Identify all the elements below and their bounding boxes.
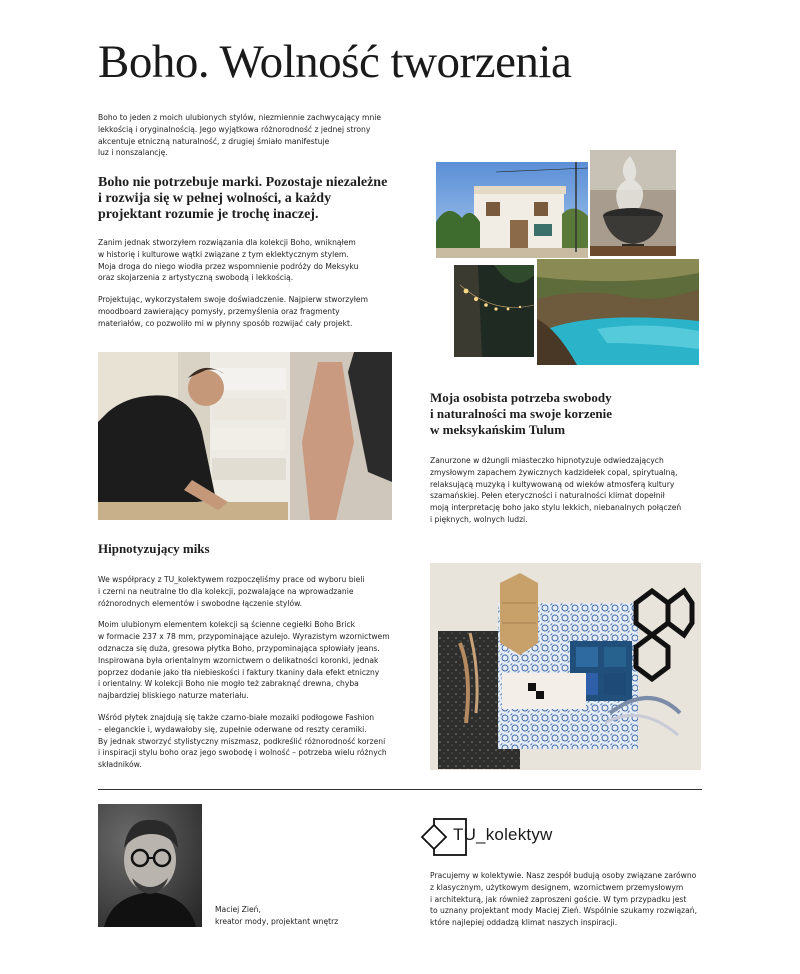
- text-line: składników.: [98, 760, 142, 770]
- house-photo: [436, 162, 588, 258]
- text-line: Pracujemy w kolektywie. Nasz zespół budują osoby związane zarówno: [430, 871, 697, 880]
- text-line: i architekturą, jak również zaproszeni goście. W tym przypadku jest: [430, 894, 687, 904]
- cenote-photo: [537, 259, 699, 365]
- heading-line: w meksykańskim Tulum: [430, 422, 566, 437]
- text-line: Moim ulubionym elementem kolekcji są ścienne cegiełki Boho Brick: [98, 620, 356, 630]
- text-line: By jednak stworzyć stylistyczny miszmasz, podkreślić różnorodność korzeni: [98, 736, 386, 746]
- text-line: to uznany projektant mody Maciej Zień. Wspólnie szukamy rozwiązań,: [430, 906, 697, 916]
- text-line: Projektując, wykorzystałem swoje doświadczenie. Najpierw stworzyłem: [98, 295, 368, 305]
- section-miks-text: [98, 574, 398, 781]
- page-title: Boho. Wolność tworzenia: [98, 36, 572, 88]
- section-marki-text: [98, 237, 398, 340]
- heading-line: i rozwija się w pełnej wolności, a każdy: [98, 191, 332, 206]
- author-role: kreator mody, projektant wnętrz: [215, 916, 339, 926]
- intro-line: akcentuje etniczną naturalność, z drugiej śmiało manifestuje: [98, 136, 330, 146]
- text-line: w formacie 237 x 78 mm, przypominające azulejo. Wyrazistym wzornictwem: [98, 632, 390, 642]
- designer-workshop-photo: [98, 352, 392, 520]
- text-line: moją interpretację boho jako stylu lekkich, niebanalnych połączeń: [430, 503, 682, 513]
- intro-line: luz i nonszalancję.: [98, 148, 168, 158]
- intro-line: lekkością i oryginalnością. Jego wyjątkowa różnorodność z jednej strony: [98, 124, 371, 134]
- paragraph: [98, 294, 398, 329]
- tiles-moodboard-photo: [430, 563, 701, 770]
- text-line: Inspirowana była orientalnym wzornictwem o delikatności koronki, jednak: [98, 655, 379, 665]
- text-line: różnorodnych elementów i swobodne łączenie stylów.: [98, 598, 303, 608]
- text-line: poprzez dodanie jako tła niebieskości i faktury tkaniny dała efekt etniczny: [98, 667, 380, 677]
- text-line: odznacza się duża, gresowa płytka Boho, przypominająca spłowiały jeans.: [98, 643, 380, 653]
- intro-line: Boho to jeden z moich ulubionych stylów, niezmiennie zachwycający mnie: [98, 113, 382, 122]
- text-line: oraz skojarzenia z artystyczną swobodą i lekkością.: [98, 273, 294, 283]
- paragraph: [98, 237, 398, 284]
- paragraph: [98, 574, 398, 609]
- tu-kolektyw-logo: [420, 816, 553, 858]
- text-line: moodboard zawierający pomysły, przemyślenia oraz fragmenty: [98, 306, 340, 316]
- text-line: i pięknych, wolnych ludzi.: [430, 514, 528, 524]
- section-heading-marki: [98, 175, 398, 223]
- text-line: najbardziej bliskiego naturze materiału.: [98, 691, 249, 701]
- heading-line: Boho nie potrzebuje marki. Pozostaje niezależne: [98, 175, 388, 190]
- author-name: Maciej Zień,: [215, 905, 261, 914]
- section-divider: [98, 789, 702, 790]
- text-line: materiałów, co pozwoliło mi w płynny sposób rozwijać cały projekt.: [98, 318, 353, 328]
- text-line: szamańskiej. Pełen eteryczności i naturalności klimat dopełnił: [430, 491, 665, 501]
- section-heading-tulum: [430, 390, 700, 438]
- text-line: i inspiracji stylu boho oraz jego swobodę i wolność – potrzeba wielu różnych: [98, 748, 387, 758]
- heading-line: i naturalności ma swoje korzenie: [430, 406, 612, 421]
- text-line: – eleganckie i, wydawałoby się, zupełnie oderwane od reszty ceramiki.: [98, 724, 367, 734]
- text-line: Wśród płytek znajdują się także czarno-białe mozaiki podłogowe Fashion: [98, 712, 375, 722]
- author-portrait-photo: [98, 804, 202, 927]
- text-line: We współpracy z TU_kolektywem rozpoczęliśmy prace od wyboru bieli: [98, 575, 365, 584]
- author-caption: [215, 904, 365, 928]
- text-line: Moja droga do niego wiodła przez wspomnienie podróży do Meksyku: [98, 261, 359, 271]
- heading-line: Moja osobista potrzeba swobody: [430, 390, 612, 405]
- string-lights-photo: [454, 265, 534, 357]
- text-line: z klasycznym, użytkowym designem, wzornictwem przemysłowym: [430, 882, 684, 892]
- text-line: i czerni na neutralne tło dla kolekcji, pozwalające na wprowadzanie: [98, 586, 354, 596]
- logo-text: TU_kolektyw: [453, 825, 553, 844]
- text-line: które najlepiej oddadzą klimat naszych inspiracji.: [430, 918, 618, 928]
- kolektyw-text: [430, 870, 702, 929]
- section-tulum-text: [430, 455, 702, 526]
- incense-photo: [590, 150, 676, 256]
- paragraph: [98, 712, 398, 771]
- text-line: relaksującą muzyką i kultywowaną od wieków atmosferą kultury: [430, 479, 675, 489]
- intro-paragraph: [98, 112, 398, 159]
- paragraph: [98, 619, 398, 702]
- heading-line: projektant rozumie je trochę inaczej.: [98, 207, 319, 222]
- text-line: w historię i kulturowe wątki związane z tym eklektycznym stylem.: [98, 249, 349, 259]
- text-line: Zanim jednak stworzyłem rozwiązania dla kolekcji Boho, wniknąłem: [98, 238, 356, 247]
- text-line: i orientalny. W kolekcji Boho nie mogło też zabraknąć drewna, chyba: [98, 679, 359, 689]
- text-line: Zanurzone w dżungli miasteczko hipnotyzuje odwiedzających: [430, 456, 664, 465]
- text-line: zmysłowym zapachem żywicznych kadzidełek copal, spirytualną,: [430, 467, 678, 477]
- section-heading-miks: Hipnotyzujący miks: [98, 541, 210, 556]
